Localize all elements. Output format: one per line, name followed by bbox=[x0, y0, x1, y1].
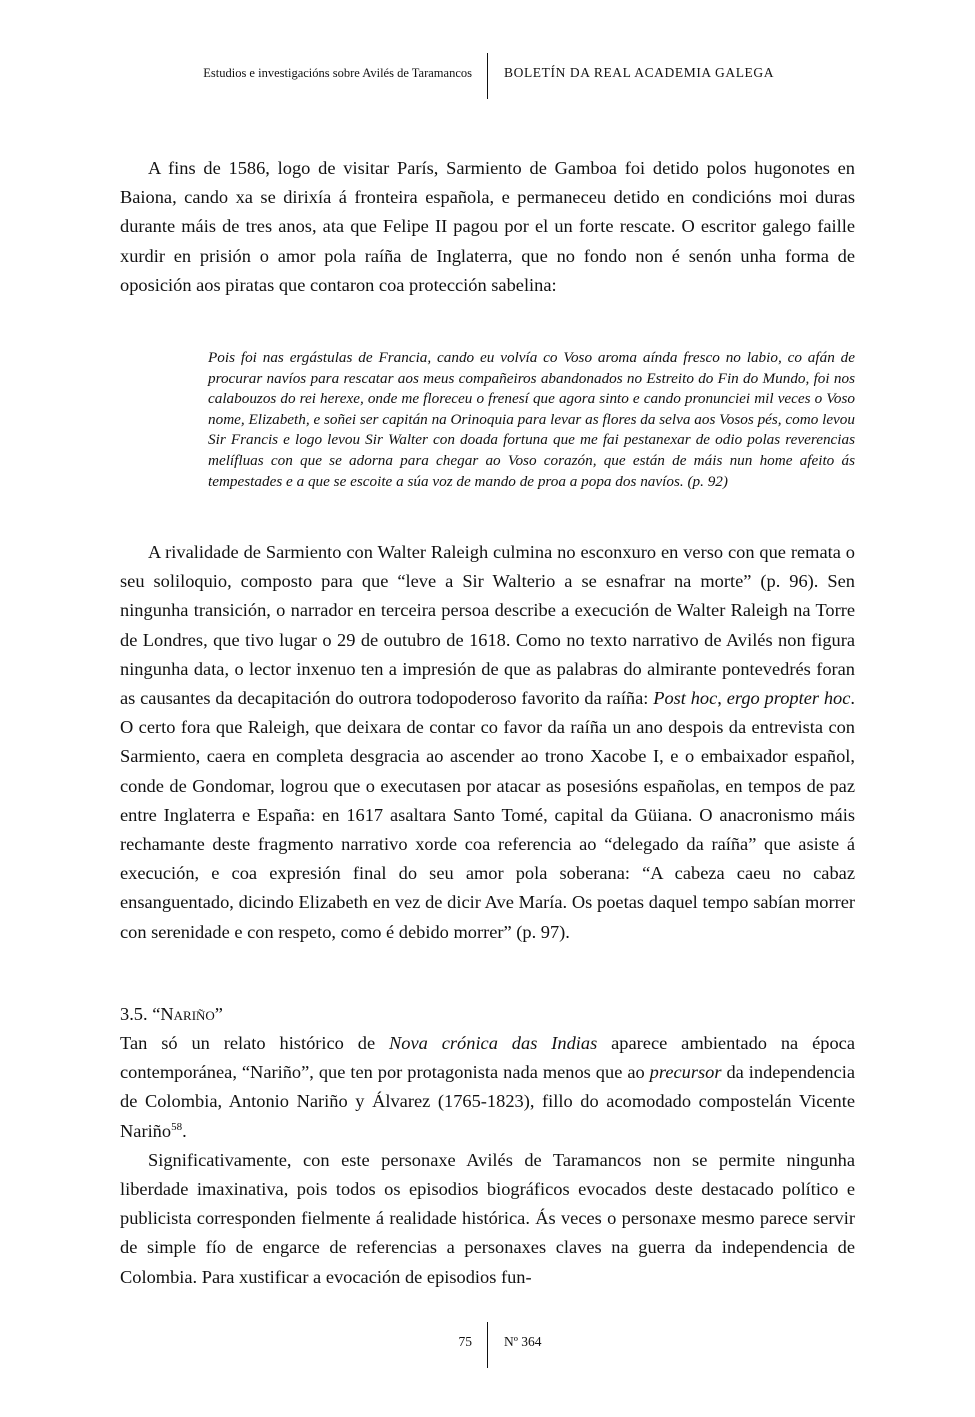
section-number: 3.5. bbox=[120, 1004, 148, 1024]
paragraph-text: , bbox=[717, 688, 727, 709]
paragraph-text: da independencia de Colombia, Antonio Nariño y Álvarez (1765-1823), fillo do acomodado compostelán Vicente Nariño bbox=[120, 1062, 856, 1141]
section-title: “Nariño” bbox=[152, 1004, 223, 1024]
paragraph-text: A rivalidade de Sarmiento con Walter Raleigh culmina no esconxuro en verso con que remata o seu soliloquio, composto para que “leve a Sir Walterio a se esnafrar na morte” (p. 96). Sen ningunha transición, o narrador en terceira persoa describe a execución de Walter Raleigh na Torre de Londres, que tivo lugar o 29 de outubro de 1618. Como no texto narrativo de Avilés non figura ningunha data, o lector inxenuo ten a impresión de que as palabras do almirante pontevedrés foran as causantes da decapitación do outrora todopoderoso favorito da raíña: bbox=[120, 542, 855, 709]
running-footer bbox=[0, 1322, 975, 1368]
paragraph-text: aparece ambientado na época contemporánea, “Nariño”, que ten por protagonista nada menos que ao bbox=[120, 1033, 855, 1083]
emphasis-precursor: precursor bbox=[649, 1062, 722, 1083]
header-divider bbox=[487, 53, 488, 99]
paragraph-text: . bbox=[182, 1120, 187, 1141]
section-heading bbox=[120, 1000, 223, 1029]
paragraph-narino-intro bbox=[120, 1029, 855, 1146]
footer-divider bbox=[487, 1322, 488, 1368]
latin-phrase-1: Post hoc bbox=[653, 688, 718, 709]
block-quote: Pois foi nas ergástulas de Francia, cando eu volvía co Voso aroma aínda fresco no labio, co afán de procurar navíos para rescatar aos meus compañeiros abandonados no Estreito do Fin do Mundo, foi nos calabouzos do rei herexe, onde me floreceu o frenesí que agora sinto e cando pronunciei mil veces o Voso nome, Elizabeth, e soñei ser capitán na Orinoquia para levar as flores da selva aos Vosos pés, como levou Sir Francis e logo levou Sir Walter con doada fortuna que me fai pestanexar de odio polas reverencias melífluas con que se adorna para chegar ao Voso corazón, que están de máis nun home afeito ás tempestades e a que se escoite a súa voz de mando de proa a popa dos navíos. (p. 92) bbox=[208, 349, 855, 490]
paragraph-sarmiento-detention: A fins de 1586, logo de visitar París, Sarmiento de Gamboa foi detido polos hugonotes en Baiona, cando xa se dirixía á fronteira española, e permaneceu detido en condicións moi duras durante máis de tres anos, ata que Felipe II pagou por el un forte rescate. O escritor galego faille xurdir en prisión o amor pola raíña de Inglaterra, que no fondo non é senón unha forma de oposición aos piratas que contaron coa protección sabelina: bbox=[120, 158, 855, 295]
paragraph-narino-history: Significativamente, con este personaxe Avilés de Taramancos non se permite ningunha liberdade imaxinativa, pois todos os episodios biográficos evocados deste destacado político e publicista corresponden fielmente á realidade histórica. Ás veces o personaxe mesmo parece servir de simple fío de engarce de referencias a personaxes claves na guerra da independencia de Colombia. Para xustificar a evocación de episodios fun- bbox=[120, 1149, 855, 1287]
body-section-3 bbox=[120, 1029, 855, 1292]
page-number: 75 bbox=[458, 1334, 472, 1349]
latin-phrase-2: ergo propter hoc bbox=[726, 688, 851, 709]
header-journal-title: BOLETÍN DA REAL ACADEMIA GALEGA bbox=[504, 65, 775, 80]
paragraph-raleigh-rivalry bbox=[120, 538, 855, 947]
issue-number: Nº 364 bbox=[504, 1334, 542, 1349]
book-title: Nova crónica das Indias bbox=[389, 1033, 598, 1053]
header-book-title: Estudios e investigacións sobre Avilés de Taramancos bbox=[203, 66, 472, 80]
body-section-2 bbox=[120, 538, 855, 947]
paragraph-text: Tan só un relato histórico de bbox=[120, 1033, 390, 1053]
paragraph-text: . O certo fora que Raleigh, que deixara de contar co favor da raíña un ano despois da entrevista con Sarmiento, caera en completa desgracia ao ascender ao trono Xacobe I, e o embaixador español, conde de Gondomar, logrou que o executasen por atacar as posesións españolas, en tempos de paz entre Inglaterra e España: en 1617 asaltara Santo Tomé, capital da Güiana. O anacronismo máis rechamante deste fragmento narrativo xorde coa referencia ao “delegado da raíña” que asiste á execución, e coa expresión final do seu amor pola soberana: “A cabeza caeu no cabaz ensanguentado, dicindo Elizabeth en vez de dicir Ave María. Os poetas daquel tempo sabían morrer con serenidade e con respeto, como é debido morrer” (p. 97). bbox=[120, 688, 856, 942]
running-header bbox=[0, 53, 975, 99]
footnote-reference[interactable]: 58 bbox=[171, 1120, 183, 1133]
body-section-1 bbox=[120, 154, 855, 300]
